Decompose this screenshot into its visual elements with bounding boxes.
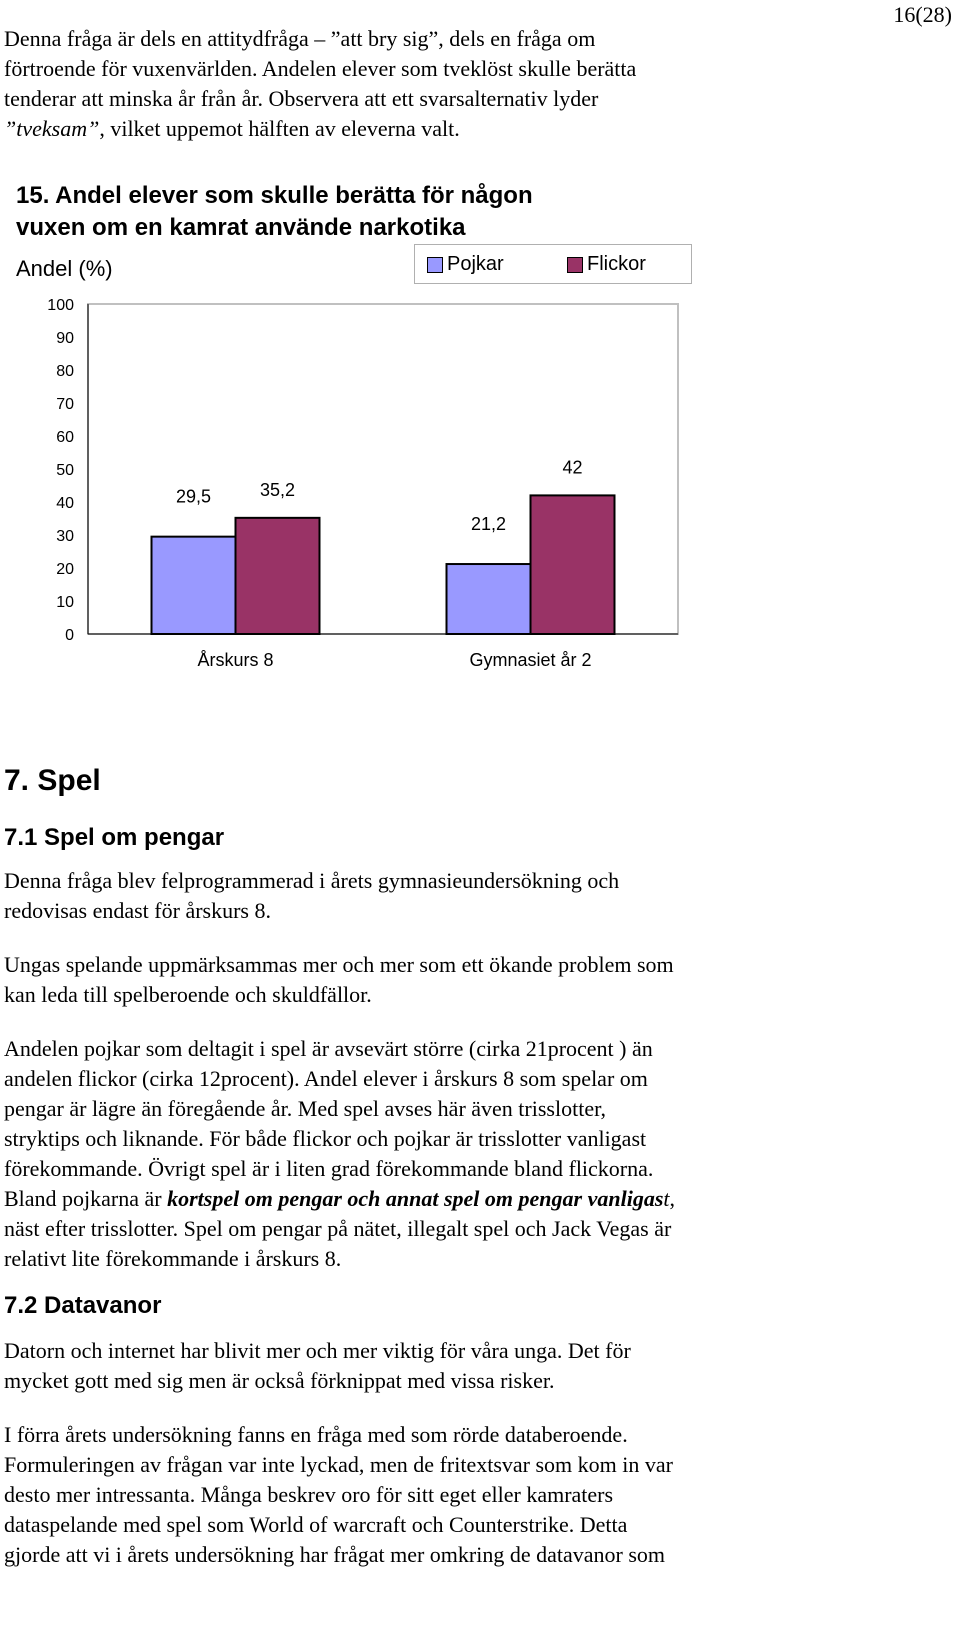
intro-line-2: förtroende för vuxenvärlden. Andelen elever som tveklöst skulle berätta	[4, 56, 637, 81]
bar-pojkar	[447, 564, 531, 634]
chart-plot-svg	[0, 180, 720, 700]
subsection-heading-datavanor: 7.2 Datavanor	[4, 1292, 162, 1319]
y-tick-label: 60	[56, 429, 74, 446]
paragraph-4-line-1: Datorn och internet har blivit mer och mer viktig för våra unga. Det för	[4, 1338, 631, 1363]
chart-title-line-1: 15. Andel elever som skulle berätta för någon	[16, 182, 533, 209]
paragraph-3-line-3: pengar är lägre än föregående år. Med spel avses här även trisslotter,	[4, 1096, 607, 1121]
intro-line-3: tenderar att minska år från år. Observera att ett svarsalternativ lyder	[4, 86, 599, 111]
paragraph-5-line-5: gjorde att vi i årets undersökning har frågat mer omkring de datavanor som	[4, 1542, 666, 1567]
section-heading: 7. Spel	[4, 764, 101, 797]
paragraph-4-line-2: mycket gott med sig men är också förknippat med vissa risker.	[4, 1368, 555, 1393]
paragraph-5	[4, 1420, 884, 1570]
y-tick-label: 10	[56, 594, 74, 611]
page-number: 16(28)	[893, 2, 952, 27]
data-label-pojkar: 21,2	[470, 514, 507, 535]
data-label-flickor: 35,2	[259, 479, 296, 500]
intro-paragraph	[4, 24, 884, 144]
y-tick-label: 70	[56, 396, 74, 413]
y-tick-label: 40	[56, 495, 74, 512]
x-category-label: Gymnasiet år 2	[469, 650, 592, 670]
paragraph-1-line-1: Denna fråga blev felprogrammerad i årets gymnasieundersökning och	[4, 868, 620, 893]
bar-chart	[0, 180, 720, 700]
intro-line-1: Denna fråga är dels en attitydfråga – ”att bry sig”, dels en fråga om	[4, 26, 596, 51]
legend-label-pojkar: Pojkar	[447, 253, 504, 275]
chart-title-line-2: vuxen om en kamrat använde narkotika	[16, 214, 466, 241]
y-tick-label: 50	[56, 462, 74, 479]
paragraph-5-line-2: Formuleringen av frågan var inte lyckad, men de fritextsvar som kom in var	[4, 1452, 673, 1477]
paragraph-5-line-4: dataspelande med spel som World of warcraft och Counterstrike. Detta	[4, 1512, 628, 1537]
paragraph-3-line-8: relativt lite förekommande i årskurs 8.	[4, 1246, 342, 1271]
bar-flickor	[236, 518, 320, 634]
paragraph-1	[4, 866, 884, 926]
paragraph-1-line-2: redovisas endast för årskurs 8.	[4, 898, 271, 923]
paragraph-5-line-1: I förra årets undersökning fanns en fråga med som rörde databeroende.	[4, 1422, 628, 1447]
paragraph-3-line-1: Andelen pojkar som deltagit i spel är avsevärt större (cirka 21procent ) än	[4, 1036, 653, 1061]
intro-line-4-rest: , vilket uppemot hälften av eleverna valt.	[99, 116, 460, 141]
data-label-pojkar: 29,5	[175, 486, 212, 507]
data-label-flickor: 42	[562, 457, 583, 478]
y-tick-label: 30	[56, 528, 74, 545]
y-tick-label: 80	[56, 363, 74, 380]
intro-italic-term: ”tveksam”	[4, 116, 100, 141]
paragraph-3-line-5: förekommande. Övrigt spel är i liten grad förekommande bland flickorna.	[4, 1156, 654, 1181]
y-tick-label: 90	[56, 330, 74, 347]
paragraph-3-line-7: näst efter trisslotter. Spel om pengar på nätet, illegalt spel och Jack Vegas är	[4, 1216, 672, 1241]
bar-flickor	[531, 495, 615, 634]
paragraph-3-line-2: andelen flickor (cirka 12procent). Andel elever i årskurs 8 som spelar om	[4, 1066, 648, 1091]
emphasis-italic: t	[663, 1186, 670, 1211]
paragraph-3-line-4: stryktips och liknande. För både flickor och pojkar är trisslotter vanligast	[4, 1126, 647, 1151]
paragraph-2	[4, 950, 884, 1010]
paragraph-3-line-6-pre: Bland pojkarna är	[4, 1186, 168, 1211]
paragraph-2-line-1: Ungas spelande uppmärksammas mer och mer som ett ökande problem som	[4, 952, 674, 977]
y-tick-label: 20	[56, 561, 74, 578]
legend-label-flickor: Flickor	[587, 253, 646, 275]
paragraph-2-line-2: kan leda till spelberoende och skuldfällor.	[4, 982, 372, 1007]
bar-pojkar	[152, 537, 236, 634]
emphasis-bold-italic: kortspel om pengar och annat spel om pengar vanligas	[167, 1186, 664, 1211]
subsection-heading-spel-om-pengar: 7.1 Spel om pengar	[4, 824, 225, 851]
chart-y-axis-label: Andel (%)	[16, 256, 113, 281]
paragraph-3-line-6	[4, 1184, 884, 1214]
paragraph-3	[4, 1034, 884, 1274]
x-category-label: Årskurs 8	[197, 650, 274, 670]
intro-line-4	[4, 114, 884, 144]
y-tick-label: 100	[47, 297, 74, 314]
paragraph-3-line-6-post: ,	[669, 1186, 676, 1211]
paragraph-4	[4, 1336, 884, 1396]
paragraph-5-line-3: desto mer intressanta. Många beskrev oro för sitt eget eller kamraters	[4, 1482, 614, 1507]
y-tick-label: 0	[65, 627, 74, 644]
